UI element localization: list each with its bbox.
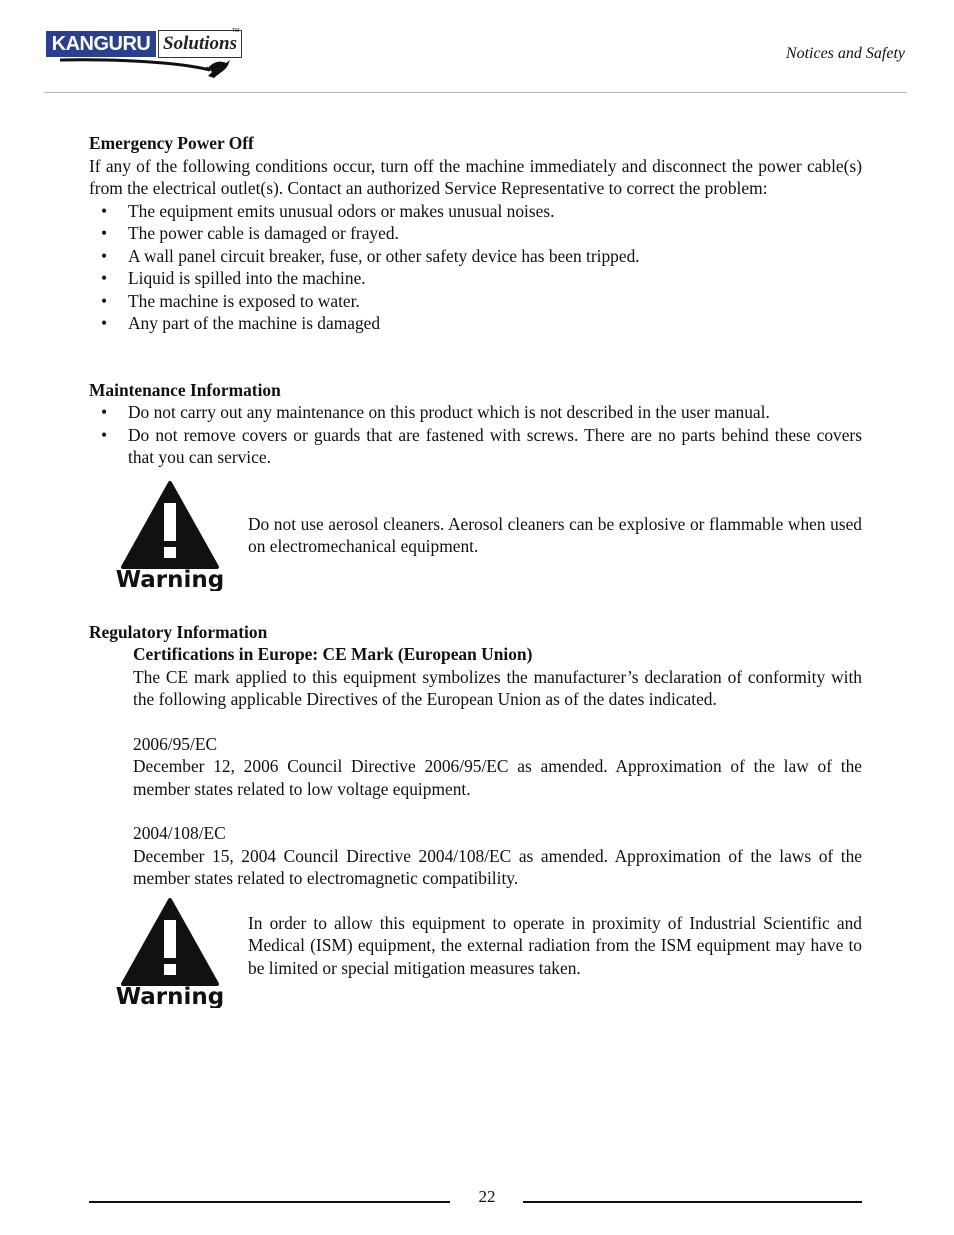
warning-triangle-icon	[109, 481, 231, 591]
warning-label: Warning	[115, 983, 225, 1008]
aerosol-warning-text: Do not use aerosol cleaners. Aerosol cleaners can be explosive or flammable when used on electromechanical equipment.	[248, 513, 862, 556]
list-item: • Any part of the machine is damaged	[101, 313, 381, 333]
ism-warning	[89, 898, 862, 1038]
logo-tm: TM	[232, 28, 240, 34]
ce-mark-subheading: Certifications in Europe: CE Mark (European Union)	[133, 644, 533, 664]
list-item: • Do not remove covers or guards that are fastened with screws. There are no parts behind these covers that you can service.	[101, 424, 862, 467]
emergency-heading: Emergency Power Off	[89, 133, 254, 153]
regulatory-section	[133, 643, 862, 890]
emergency-intro: If any of the following conditions occur, turn off the machine immediately and disconnect the power cable(s) from the electrical outlet(s). Contact an authorized Service Representative to correct the problem:	[89, 155, 862, 198]
list-item: • The equipment emits unusual odors or makes unusual noises.	[101, 200, 555, 221]
list-item: • Liquid is spilled into the machine.	[101, 268, 366, 288]
maintenance-heading: Maintenance Information	[89, 379, 281, 400]
page-content	[89, 132, 862, 1038]
footer-rule-right	[523, 1201, 862, 1203]
ism-warning-text: In order to allow this equipment to operate in proximity of Industrial Scientific and Medical (ISM) equipment, the external radiation from the ISM equipment may have to be limited or special mitigation measures taken.	[248, 912, 862, 978]
warning-triangle-icon	[109, 898, 231, 1008]
directive-code: 2004/108/EC	[133, 823, 226, 843]
emergency-list	[89, 200, 862, 335]
aerosol-warning	[89, 481, 862, 621]
logo-script: Solutions	[158, 30, 242, 58]
list-item: • The power cable is damaged or frayed.	[101, 223, 399, 243]
kanguru-logo	[44, 28, 244, 82]
regulatory-heading: Regulatory Information	[89, 621, 268, 642]
section-title: Notices and Safety	[785, 45, 905, 62]
list-item: • The machine is exposed to water.	[101, 290, 360, 311]
list-item: • A wall panel circuit breaker, fuse, or other safety device has been tripped.	[101, 245, 640, 266]
maintenance-list	[89, 401, 862, 469]
directive-text: December 15, 2004 Council Directive 2004/108/EC as amended. Approximation of the laws of the member states related to electromagnetic compatibility.	[133, 845, 862, 888]
logo-brand: KANGURU	[46, 31, 156, 57]
directive-code: 2006/95/EC	[133, 733, 218, 754]
directive-text: December 12, 2006 Council Directive 2006/95/EC as amended. Approximation of the law of the member states related to low voltage equipment.	[133, 756, 862, 799]
header-divider	[44, 92, 907, 93]
warning-label: Warning	[115, 566, 225, 591]
list-item: • Do not carry out any maintenance on this product which is not described in the user manual.	[101, 402, 770, 422]
page-number: 22	[478, 1187, 496, 1206]
ce-mark-intro: The CE mark applied to this equipment symbolizes the manufacturer’s declaration of conformity with the following applicable Directives of the European Union as of the dates indicated.	[133, 666, 862, 709]
kangaroo-swoosh-icon	[58, 54, 238, 82]
